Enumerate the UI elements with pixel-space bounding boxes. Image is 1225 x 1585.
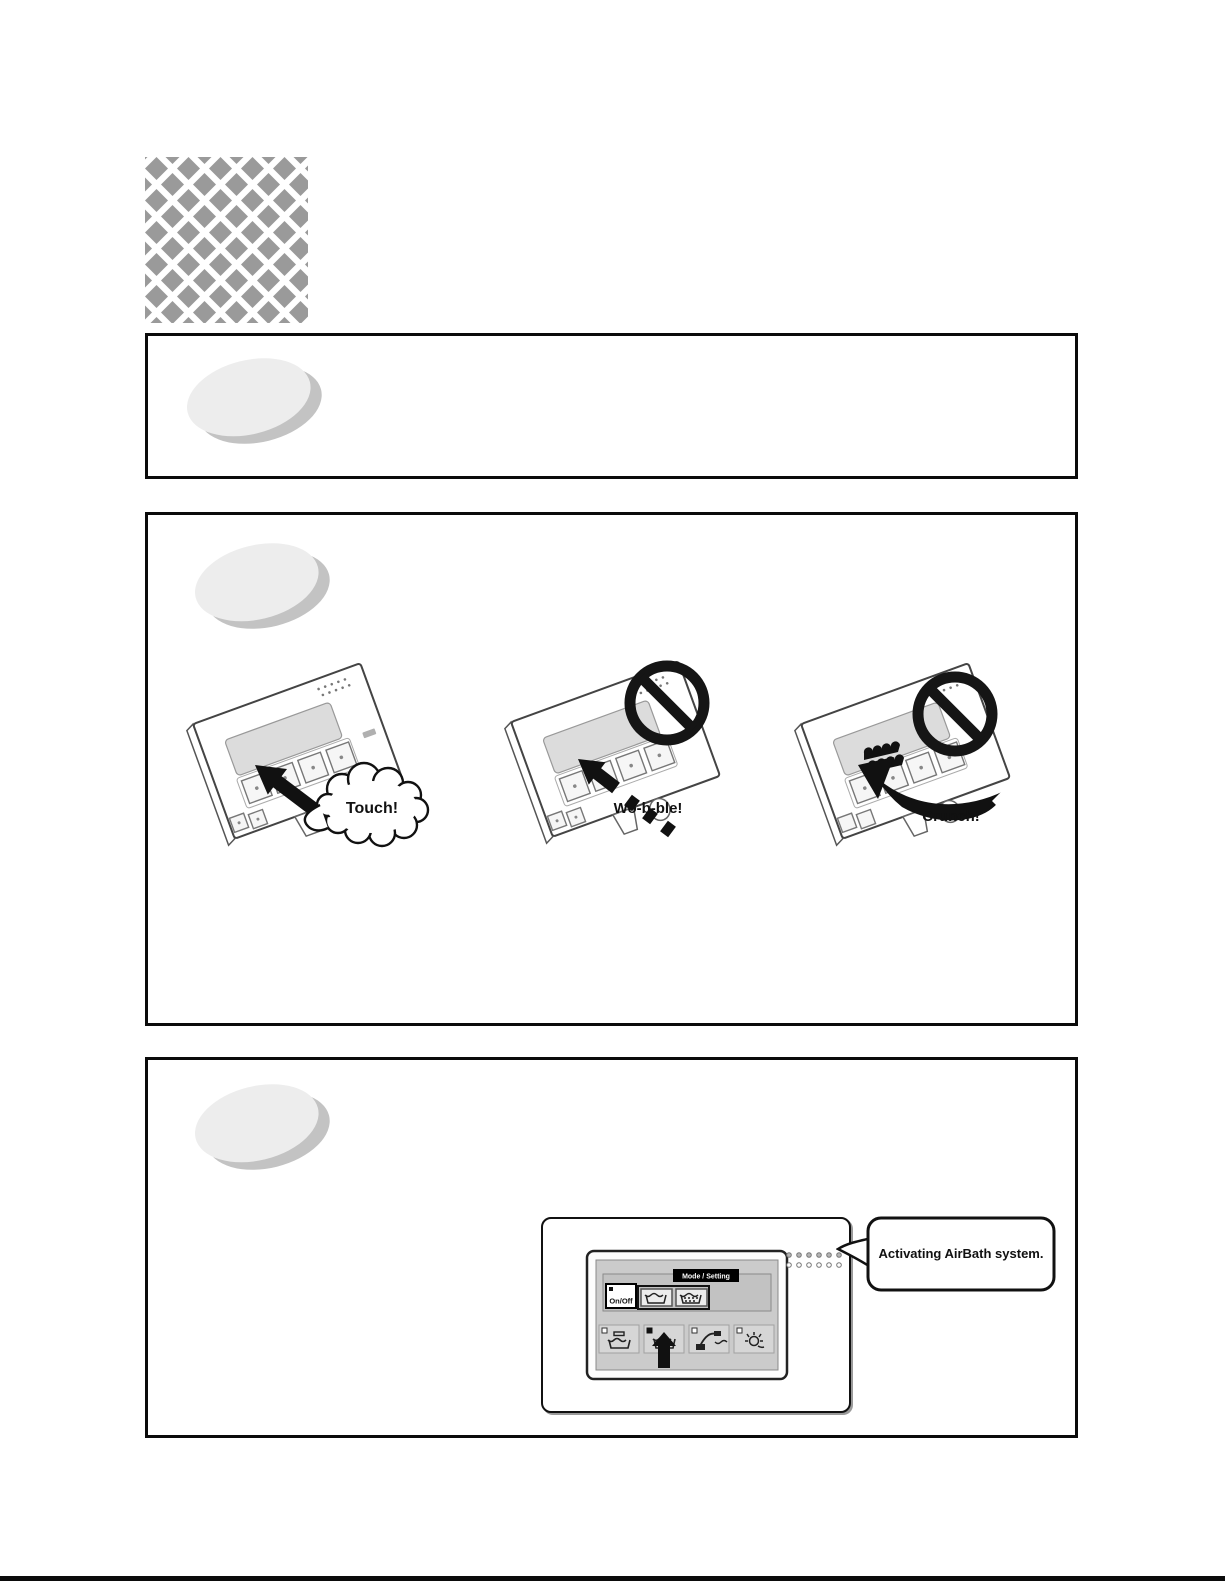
bath-fill-button (599, 1325, 639, 1353)
note-box (145, 333, 1078, 479)
operation-box (145, 1057, 1078, 1438)
control-panel-drawing (504, 661, 728, 857)
mode-button-group (638, 1286, 709, 1309)
on-off-label: On/Off (609, 1296, 633, 1306)
heading-oval-placeholder (162, 346, 342, 456)
wobble-label: Wo-b-ble! (613, 800, 683, 817)
heading-oval-placeholder (170, 1072, 350, 1182)
crunch-label: Crunch! (922, 808, 980, 825)
callout-text: Activating AirBath system. (878, 1246, 1044, 1261)
shower-button (689, 1325, 729, 1353)
on-off-button (606, 1284, 636, 1308)
bath-fill-mode-button (641, 1289, 672, 1306)
control-panel (577, 1245, 807, 1415)
touch-label: Touch! (345, 800, 399, 817)
illustration-wobble (466, 631, 746, 857)
heading-oval-placeholder (170, 531, 350, 641)
callout-bubble (836, 1208, 1062, 1302)
illustration-crunch (760, 631, 1052, 857)
air-bath-mode-button (676, 1289, 707, 1306)
panel-figure (541, 1217, 851, 1413)
light-button (734, 1325, 774, 1353)
illustration-touch (160, 637, 455, 857)
handling-box (145, 512, 1078, 1026)
page-bottom-rule (0, 1576, 1225, 1581)
mode-setting-label: Mode / Setting (682, 1273, 730, 1281)
diamond-pattern (145, 157, 308, 323)
